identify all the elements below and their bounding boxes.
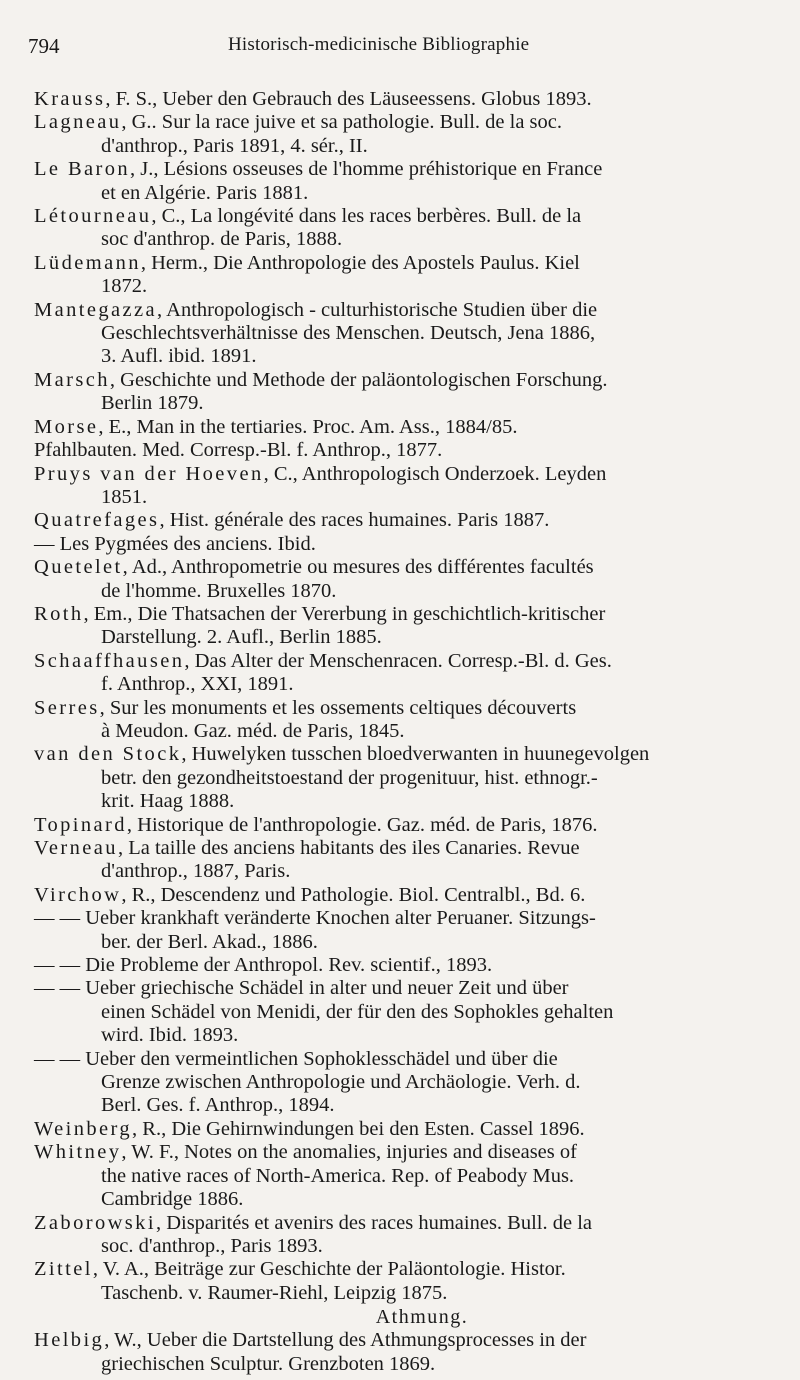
entry-first-line — [34, 1212, 770, 1235]
entry-continuation-line — [34, 345, 770, 368]
entry-text: — Les Pygmées des anciens. Ibid. — [34, 532, 316, 555]
entry-text: d'anthrop., Paris 1891, 4. sér., II. — [101, 134, 368, 157]
entry-text: , Hist. générale des races humaines. Paris 1887. — [159, 509, 550, 532]
entry-text: , Anthropologisch - culturhistorische Studien über die — [157, 298, 598, 321]
entry-text: , G.. Sur la race juive et sa pathologie. Bull. de la soc. — [121, 111, 563, 134]
bibliography-entry — [34, 1212, 770, 1259]
entry-continuation-line — [34, 720, 770, 743]
bibliography-entry — [34, 205, 770, 252]
entry-text: , Em., Die Thatsachen der Vererbung in geschichtlich-kritischer — [83, 602, 606, 625]
entry-first-line — [34, 1329, 770, 1352]
entry-text: — — Ueber den vermeintlichen Sophoklesschädel und über die — [34, 1047, 558, 1070]
entry-continuation-line — [34, 1188, 770, 1211]
entry-continuation-line — [34, 1282, 770, 1305]
entry-continuation-line — [34, 860, 770, 883]
entry-continuation-line — [34, 1353, 770, 1376]
entry-author: Weinberg — [34, 1117, 133, 1140]
entry-text: , R., Die Gehirnwindungen bei den Esten. Cassel 1896. — [132, 1117, 585, 1140]
entry-continuation-line — [34, 322, 770, 345]
entry-text: , La taille des anciens habitants des iles Canaries. Revue — [117, 837, 580, 859]
entry-first-line — [34, 299, 770, 322]
entry-text: Cambridge 1886. — [101, 1188, 244, 1211]
entry-text: à Meudon. Gaz. méd. de Paris, 1845. — [101, 719, 405, 742]
entry-first-line — [34, 1048, 770, 1071]
bibliography-entry — [34, 369, 770, 416]
bibliography-entry — [34, 439, 770, 462]
entry-text: , C., Anthropologisch Onderzoek. Leyden — [263, 462, 607, 485]
entry-author: van den Stock — [34, 743, 182, 766]
entry-text: einen Schädel von Menidi, der für den des Sophokles gehalten — [101, 1000, 614, 1023]
entry-first-line — [34, 416, 770, 439]
entry-text: Geschlechtsverhältnisse des Menschen. Deutsch, Jena 1886, — [101, 322, 596, 345]
entry-continuation-line — [34, 392, 770, 415]
entry-text: Taschenb. v. Raumer-Riehl, Leipzig 1875. — [101, 1281, 448, 1304]
entry-first-line — [34, 1141, 770, 1164]
entry-first-line — [34, 509, 770, 532]
entry-continuation-line — [34, 135, 770, 158]
entry-author: Whitney — [34, 1141, 122, 1164]
entry-first-line — [34, 697, 770, 720]
entry-author: Pruys van der Hoeven — [34, 462, 264, 485]
entry-first-line — [34, 603, 770, 626]
bibliography-entry — [34, 533, 770, 556]
entry-first-line — [34, 1258, 770, 1281]
entry-text: 1851. — [101, 485, 148, 508]
entry-author: Serres — [34, 696, 100, 719]
bibliography-entry — [34, 299, 770, 369]
entry-author: Morse — [34, 415, 99, 438]
bibliography-entry — [34, 1258, 770, 1305]
entry-first-line — [34, 837, 770, 860]
entry-author: Marsch — [34, 368, 110, 391]
entry-text: — — Die Probleme der Anthropol. Rev. scientif., 1893. — [34, 954, 493, 977]
entry-continuation-line — [34, 1094, 770, 1117]
bibliography-entry — [34, 884, 770, 907]
entry-text: soc d'anthrop. de Paris, 1888. — [101, 228, 343, 251]
entry-text: et en Algérie. Paris 1881. — [101, 181, 309, 204]
entry-first-line — [34, 650, 770, 673]
entry-text: , Disparités et avenirs des races humaines. Bull. de la — [155, 1211, 593, 1234]
bibliography-entry — [34, 837, 770, 884]
entry-first-line — [34, 158, 770, 181]
entry-text: , Geschichte und Methode der paläontologischen Forschung. — [109, 368, 608, 391]
entry-first-line — [34, 205, 770, 228]
entry-text: — — Ueber griechische Schädel in alter und neuer Zeit und über — [34, 977, 569, 1000]
entry-text: , W., Ueber die Dartstellung des Athmungsprocesses in der — [104, 1329, 587, 1352]
entry-text: griechischen Sculptur. Grenzboten 1869. — [101, 1352, 436, 1375]
entry-text: , Sur les monuments et les ossements celtiques découverts — [99, 696, 577, 719]
entry-text: krit. Haag 1888. — [101, 790, 235, 813]
entry-text: , Das Alter der Menschenracen. Corresp.-Bl. d. Ges. — [184, 649, 612, 672]
page-number: 794 — [28, 34, 60, 58]
entry-first-line — [34, 907, 770, 930]
bibliography-entry — [34, 954, 770, 977]
entry-author: Schaaffhausen — [34, 649, 185, 672]
entry-author: Le Baron — [34, 158, 131, 181]
bibliography-entry — [34, 1141, 770, 1211]
entry-continuation-line — [34, 580, 770, 603]
entry-author: Létourneau — [34, 205, 152, 228]
entry-author: Lagneau — [34, 111, 122, 134]
entry-text: , Ad., Anthropometrie ou mesures des différentes facultés — [122, 556, 594, 579]
bibliography-entry — [34, 509, 770, 532]
bibliography-entry — [34, 556, 770, 603]
entry-text: , J., Lésions osseuses de l'homme préhistorique en France — [130, 158, 603, 181]
entry-continuation-line — [34, 1165, 770, 1188]
entry-author: Krauss — [34, 88, 106, 110]
bibliography-entry — [34, 814, 770, 837]
entry-text: , Huwelyken tusschen bloedverwanten in huunegevolgen — [181, 743, 650, 766]
bibliography-entry — [34, 252, 770, 299]
bibliography-entry — [34, 1048, 770, 1118]
entry-continuation-line — [34, 228, 770, 251]
entry-text: 1872. — [101, 275, 148, 298]
section-heading: Athmung. — [375, 1306, 469, 1329]
entry-text: Darstellung. 2. Aufl., Berlin 1885. — [101, 626, 382, 649]
bibliography-entry — [34, 650, 770, 697]
bibliography-entry — [34, 907, 770, 954]
entry-first-line — [34, 743, 770, 766]
entry-text: Berlin 1879. — [101, 392, 204, 415]
entry-continuation-line — [34, 1001, 770, 1024]
bibliography-entry — [34, 416, 770, 439]
entry-text: soc. d'anthrop., Paris 1893. — [101, 1234, 323, 1257]
entry-text: , Herm., Die Anthropologie des Apostels Paulus. Kiel — [140, 251, 580, 274]
bibliography-entry — [34, 111, 770, 158]
entry-first-line — [34, 977, 770, 1000]
entry-first-line — [34, 88, 770, 111]
entry-text: Berl. Ges. f. Anthrop., 1894. — [101, 1094, 335, 1117]
entry-first-line — [34, 954, 770, 977]
bibliography-entry — [34, 88, 770, 111]
bibliography-entry — [34, 697, 770, 744]
entry-text: 3. Aufl. ibid. 1891. — [101, 345, 257, 368]
entry-text: , C., La longévité dans les races berbères. Bull. de la — [151, 205, 582, 228]
entry-author: Quatrefages — [34, 509, 160, 532]
entry-continuation-line — [34, 486, 770, 509]
entry-text: , V. A., Beiträge zur Geschichte der Paläontologie. Histor. — [92, 1258, 566, 1281]
entry-author: Zittel — [34, 1258, 93, 1281]
entry-author: Virchow — [34, 883, 122, 906]
entry-text: f. Anthrop., XXI, 1891. — [101, 673, 294, 696]
entry-author: Helbig — [34, 1329, 105, 1352]
bibliography-entry — [34, 603, 770, 650]
entry-continuation-line — [34, 182, 770, 205]
entry-text: d'anthrop., 1887, Paris. — [101, 860, 291, 883]
entry-text: , F. S., Ueber den Gebrauch des Läuseessens. Globus 1893. — [105, 88, 592, 110]
entry-first-line — [34, 1118, 770, 1141]
running-head: Historisch-medicinische Bibliographie — [228, 34, 530, 55]
entry-first-line — [34, 533, 770, 556]
entry-first-line — [34, 369, 770, 392]
entry-text: the native races of North-America. Rep. of Peabody Mus. — [101, 1164, 575, 1187]
entry-author: Mantegazza — [34, 298, 158, 321]
entry-text: betr. den gezondheitstoestand der progenituur, hist. ethnogr.- — [101, 766, 598, 789]
bibliography-entry — [34, 977, 770, 1047]
entry-author: Lüdemann — [34, 251, 141, 274]
entry-text: — — Ueber krankhaft veränderte Knochen alter Peruaner. Sitzungs- — [34, 907, 596, 930]
entry-first-line — [34, 884, 770, 907]
entry-continuation-line — [34, 1024, 770, 1047]
entry-text: , W. F., Notes on the anomalies, injuries and diseases of — [121, 1141, 577, 1164]
entry-continuation-line — [34, 1071, 770, 1094]
bibliography-entry — [34, 463, 770, 510]
entry-continuation-line — [34, 931, 770, 954]
entry-text: Pfahlbauten. Med. Corresp.-Bl. f. Anthrop., 1877. — [34, 439, 443, 462]
entry-continuation-line — [34, 1235, 770, 1258]
entry-continuation-line — [34, 626, 770, 649]
entry-text: de l'homme. Bruxelles 1870. — [101, 579, 337, 602]
entry-text: Grenze zwischen Anthropologie und Archäologie. Verh. d. — [101, 1071, 581, 1094]
page-header — [28, 34, 780, 64]
entry-continuation-line — [34, 790, 770, 813]
entry-first-line — [34, 463, 770, 486]
entry-text: , E., Man in the tertiaries. Proc. Am. Ass., 1884/85. — [98, 415, 518, 438]
entry-continuation-line — [34, 767, 770, 790]
entry-text: , Historique de l'anthropologie. Gaz. méd. de Paris, 1876. — [126, 813, 598, 836]
bibliography-list — [34, 88, 770, 1376]
entry-first-line — [34, 439, 770, 462]
entry-text: wird. Ibid. 1893. — [101, 1024, 239, 1047]
entry-text: , R., Descendenz und Pathologie. Biol. Centralbl., Bd. 6. — [121, 883, 586, 906]
entry-continuation-line — [34, 275, 770, 298]
entry-first-line — [34, 556, 770, 579]
entry-first-line — [34, 252, 770, 275]
entry-author: Quetelet — [34, 556, 123, 579]
entry-continuation-line — [34, 673, 770, 696]
entry-first-line — [34, 111, 770, 134]
entry-author: Topinard — [34, 813, 127, 836]
entry-author: Zaborowski — [34, 1211, 156, 1234]
entry-author: Verneau — [34, 837, 118, 859]
entry-text: ber. der Berl. Akad., 1886. — [101, 930, 318, 953]
bibliography-entry — [34, 1118, 770, 1141]
bibliography-entry — [34, 743, 770, 813]
bibliography-entry — [34, 158, 770, 205]
bibliography-entry — [34, 1329, 770, 1376]
entry-author: Roth — [34, 602, 84, 625]
entry-first-line — [34, 814, 770, 837]
